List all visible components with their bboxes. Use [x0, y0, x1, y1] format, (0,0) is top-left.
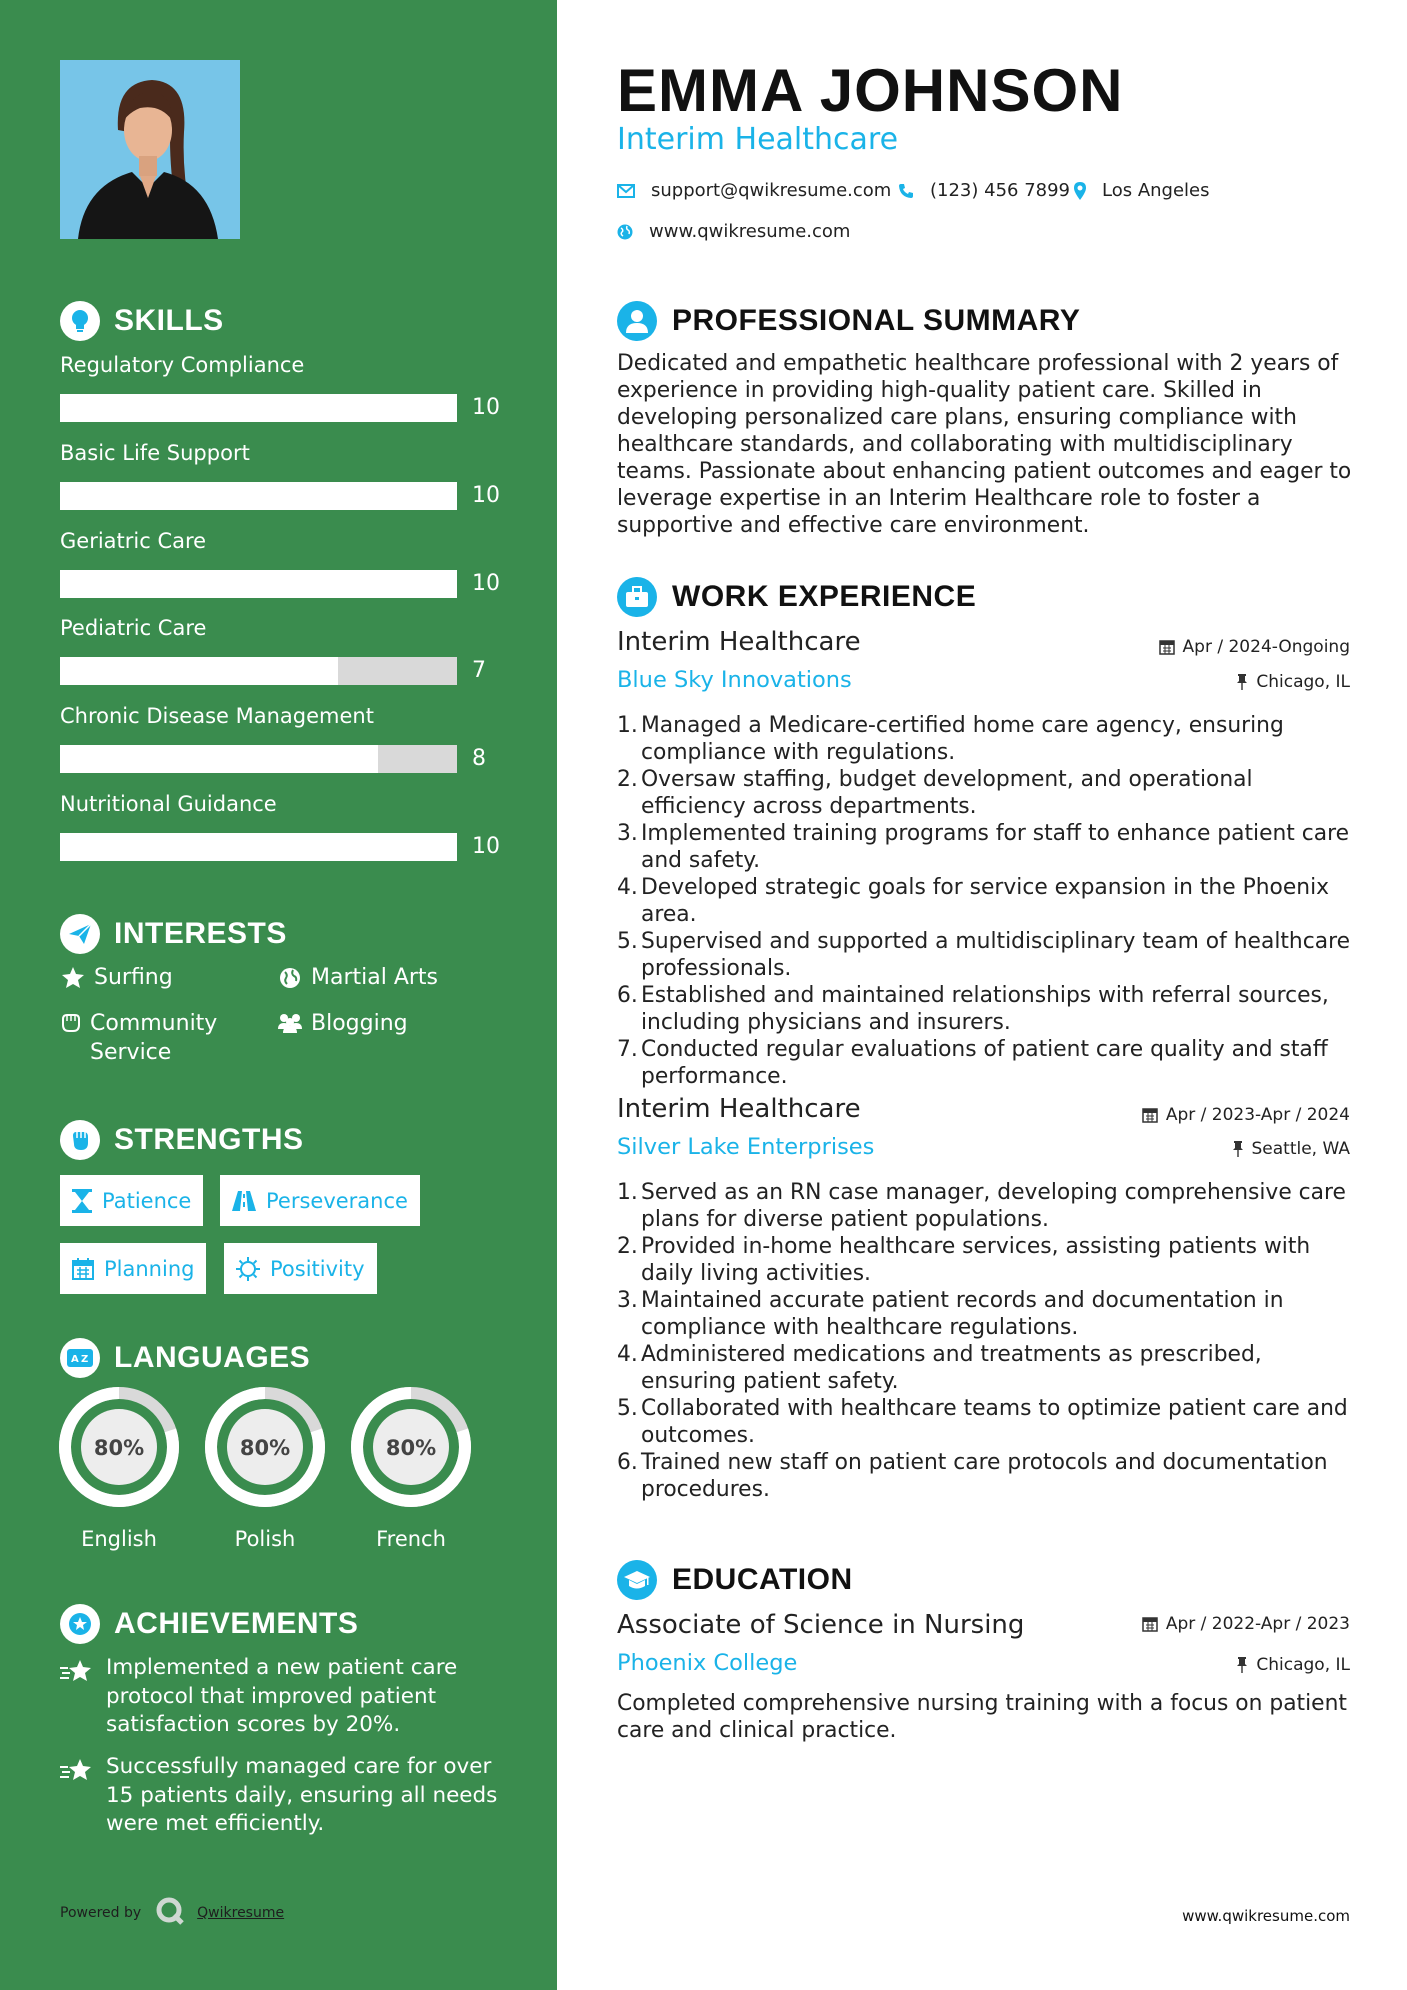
job-title: Interim Healthcare: [617, 627, 861, 657]
paper-plane-icon: [60, 914, 100, 954]
language-item: [203, 1385, 327, 1551]
skill-bar-track: [60, 657, 457, 685]
strength-label: Perseverance: [266, 1188, 408, 1213]
calendar-icon: [72, 1258, 94, 1280]
phone-text: (123) 456 7899: [930, 180, 1071, 201]
skills-title: SKILLS: [114, 304, 224, 337]
road-icon: [232, 1191, 256, 1211]
map-pin-icon: [1074, 182, 1086, 200]
language-percent: 80%: [385, 1436, 437, 1460]
website-text: www.qwikresume.com: [649, 221, 851, 242]
svg-text:Z: Z: [81, 1354, 89, 1365]
achievement-text: Implemented a new patient care protocol that improved patient satisfaction scores by 20%.: [106, 1655, 458, 1737]
graduation-cap-icon: [617, 1560, 657, 1600]
strength-tag: [60, 1175, 203, 1226]
job-location-text: Chicago, IL: [1256, 672, 1350, 692]
globe-icon: [277, 963, 303, 989]
education-location: [1236, 1655, 1350, 1675]
job-bullet: 2. Oversaw staffing, budget development, and operational efficiency across departments.: [617, 767, 1253, 819]
skill-bar-fill: [60, 394, 457, 422]
job-bullet: 5. Supervised and supported a multidisciplinary team of healthcare professionals.: [617, 929, 1350, 981]
education-dates: [1142, 1614, 1350, 1634]
job-dates-text: Apr / 2024-Ongoing: [1182, 637, 1350, 657]
strengths-heading: [60, 1120, 304, 1160]
interest-label: Martial Arts: [311, 965, 439, 990]
strength-tag: [60, 1243, 206, 1294]
qwikresume-link[interactable]: Qwikresume: [197, 1905, 285, 1921]
candidate-name: EMMA JOHNSON: [617, 57, 1124, 124]
skill-bar-fill: [60, 745, 378, 773]
job-bullet: 7. Conducted regular evaluations of patient care quality and staff performance.: [617, 1037, 1328, 1089]
language-item: [57, 1385, 181, 1551]
shooting-star-icon: [60, 1753, 94, 1839]
job-bullet: 1. Managed a Medicare-certified home care agency, ensuring compliance with regulations.: [617, 713, 1284, 765]
education-heading: [617, 1560, 853, 1600]
pushpin-icon: [1232, 1141, 1244, 1157]
achievements-title: ACHIEVEMENTS: [114, 1607, 359, 1640]
skill-value: 8: [472, 746, 486, 771]
language-percent: 80%: [239, 1436, 291, 1460]
briefcase-icon: [617, 577, 657, 617]
experience-heading: [617, 577, 976, 617]
job-company: Blue Sky Innovations: [617, 667, 852, 693]
language-gauge: [349, 1385, 473, 1509]
language-name: English: [81, 1527, 157, 1551]
interests-title: INTERESTS: [114, 917, 287, 950]
language-name: French: [376, 1527, 446, 1551]
job-bullets: [617, 1179, 1357, 1503]
svg-text:A: A: [71, 1354, 79, 1365]
language-gauge: [203, 1385, 327, 1509]
language-icon: [60, 1338, 100, 1378]
languages-title: LANGUAGES: [114, 1341, 311, 1374]
skill-name: Pediatric Care: [60, 616, 207, 640]
experience-title: WORK EXPERIENCE: [672, 580, 977, 613]
skill-bar-fill: [60, 833, 457, 861]
education-description: Completed comprehensive nursing training with a focus on patient care and clinical practice.: [617, 1691, 1347, 1743]
job-bullet: 3. Maintained accurate patient records and documentation in compliance with healthcare regulations.: [617, 1288, 1284, 1340]
globe-icon: [617, 224, 633, 240]
fist-icon: [60, 1120, 100, 1160]
skill-bar-fill: [60, 570, 457, 598]
contact-website[interactable]: [617, 221, 850, 242]
summary-heading: [617, 301, 1080, 341]
job-bullet: 6. Established and maintained relationships with referral sources, including physicians and insurers.: [617, 983, 1329, 1035]
summary-text: Dedicated and empathetic healthcare professional with 2 years of experience in providing high-quality patient care. Skilled in developing personalized care plans, ensuring compliance with healthcare standards, and collaborating with multidisciplinary teams. Passionate about enhancing patient outcomes and eager to leverage expertise in an Interim Healthcare role to foster a supportive and effective care environment.: [617, 351, 1352, 538]
envelope-icon: [617, 184, 635, 198]
language-gauge: [57, 1385, 181, 1509]
skill-value: 7: [472, 658, 486, 683]
skill-value: 10: [472, 571, 500, 596]
achievements-heading: [60, 1604, 358, 1644]
education-school: Phoenix College: [617, 1650, 798, 1676]
powered-by: [60, 1896, 284, 1930]
job-bullet: 6. Trained new staff on patient care protocols and documentation procedures.: [617, 1450, 1328, 1502]
job-title: Interim Healthcare: [617, 1094, 861, 1124]
job-bullet: 4. Developed strategic goals for service expansion in the Phoenix area.: [617, 875, 1330, 927]
calendar-icon: [1159, 639, 1175, 655]
skills-heading: [60, 301, 224, 341]
interests-heading: [60, 914, 287, 954]
users-icon: [277, 1009, 303, 1033]
shooting-star-icon: [60, 1654, 94, 1740]
language-name: Polish: [234, 1527, 296, 1551]
job-dates: [1159, 637, 1350, 657]
skill-item: [60, 526, 500, 600]
hourglass-icon: [72, 1189, 92, 1213]
calendar-icon: [1142, 1107, 1158, 1123]
job-bullet: 5. Collaborated with healthcare teams to optimize patient care and outcomes.: [617, 1396, 1348, 1448]
phone-icon: [898, 183, 914, 199]
skill-bar-fill: [60, 482, 457, 510]
location-text: Los Angeles: [1102, 180, 1210, 201]
skill-name: Chronic Disease Management: [60, 704, 374, 728]
skill-item: [60, 701, 500, 775]
profile-photo: [60, 60, 240, 239]
qwikresume-logo-icon: [155, 1896, 185, 1930]
summary-title: PROFESSIONAL SUMMARY: [672, 304, 1081, 337]
interest-label: Community Service: [90, 1011, 218, 1065]
contact-phone[interactable]: [898, 180, 1070, 201]
lightbulb-icon: [60, 301, 100, 341]
skill-name: Basic Life Support: [60, 441, 250, 465]
strength-label: Patience: [102, 1188, 192, 1213]
skill-name: Regulatory Compliance: [60, 353, 305, 377]
interest-item: [277, 963, 507, 992]
contact-location: [1074, 180, 1210, 201]
powered-by-label: Powered by: [60, 1905, 142, 1921]
achievement-item: [60, 1654, 500, 1740]
job-bullet: 4. Administered medications and treatments as prescribed, ensuring patient safety.: [617, 1342, 1262, 1394]
education-title: EDUCATION: [672, 1563, 853, 1596]
skill-bar-track: [60, 394, 457, 422]
calendar-icon: [1142, 1616, 1158, 1632]
job-dates: [1142, 1105, 1350, 1125]
sun-icon: [236, 1257, 260, 1281]
language-item: [349, 1385, 473, 1551]
skill-item: [60, 350, 500, 424]
strength-tag: [220, 1175, 420, 1226]
strengths-title: STRENGTHS: [114, 1123, 304, 1156]
sidebar: [0, 0, 557, 1990]
job-company: Silver Lake Enterprises: [617, 1134, 875, 1160]
job-bullets: [617, 712, 1357, 1090]
education-location-text: Chicago, IL: [1256, 1655, 1350, 1675]
education-dates-text: Apr / 2022-Apr / 2023: [1165, 1614, 1350, 1634]
email-text: support@qwikresume.com: [651, 180, 892, 201]
job-location-text: Seattle, WA: [1251, 1139, 1350, 1159]
skill-bar-track: [60, 570, 457, 598]
strength-tag: [224, 1243, 377, 1294]
interest-label: Blogging: [311, 1011, 408, 1036]
job-bullet: 1. Served as an RN case manager, developing comprehensive care plans for diverse patient populations.: [617, 1180, 1346, 1232]
pushpin-icon: [1236, 674, 1248, 690]
skill-bar-track: [60, 482, 457, 510]
candidate-role: Interim Healthcare: [617, 122, 899, 157]
skill-bar-fill: [60, 657, 338, 685]
skill-value: 10: [472, 834, 500, 859]
skill-value: 10: [472, 395, 500, 420]
skill-name: Nutritional Guidance: [60, 792, 277, 816]
footer-website[interactable]: www.qwikresume.com: [1182, 1907, 1350, 1925]
languages-heading: [60, 1338, 310, 1378]
achievement-text: Successfully managed care for over 15 patients daily, ensuring all needs were met efficiently.: [106, 1754, 498, 1836]
skill-value: 10: [472, 483, 500, 508]
skill-item: [60, 438, 500, 512]
strength-label: Planning: [104, 1256, 195, 1281]
skill-name: Geriatric Care: [60, 529, 207, 553]
strength-label: Positivity: [270, 1256, 365, 1281]
job-bullet: 3. Implemented training programs for staff to enhance patient care and safety.: [617, 821, 1350, 873]
job-location: [1236, 672, 1350, 692]
interest-item: [60, 1009, 255, 1067]
skill-item: [60, 613, 500, 687]
skill-bar-track: [60, 833, 457, 861]
interest-item: [277, 1009, 507, 1038]
job-location: [1232, 1139, 1351, 1159]
language-percent: 80%: [93, 1436, 145, 1460]
education-degree: Associate of Science in Nursing: [617, 1610, 1025, 1640]
job-bullet: 2. Provided in-home healthcare services, assisting patients with daily living activities.: [617, 1234, 1311, 1286]
job-dates-text: Apr / 2023-Apr / 2024: [1165, 1105, 1350, 1125]
contact-email[interactable]: [617, 180, 891, 201]
user-icon: [617, 301, 657, 341]
skill-bar-track: [60, 745, 457, 773]
interest-label: Surfing: [94, 965, 173, 990]
hand-icon: [60, 1009, 82, 1033]
skill-item: [60, 789, 500, 863]
star-badge-icon: [60, 1604, 100, 1644]
interest-item: [60, 963, 260, 992]
star-icon: [60, 963, 86, 988]
achievement-item: [60, 1753, 500, 1839]
pushpin-icon: [1236, 1657, 1248, 1673]
